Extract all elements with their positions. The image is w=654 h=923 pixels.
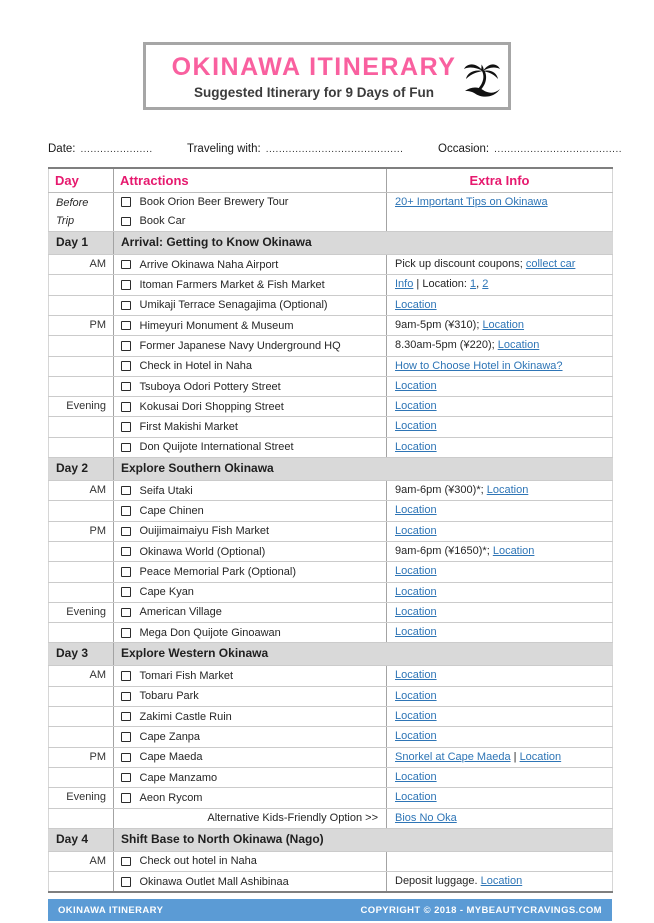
extra-info-link[interactable]: Location [395, 770, 437, 783]
table-body [49, 192, 613, 892]
attraction-line [121, 501, 386, 520]
table-row [49, 192, 613, 232]
extra-info-cell [387, 501, 613, 521]
checkbox[interactable] [121, 732, 131, 742]
table-row [49, 727, 613, 747]
extra-info-cell [387, 666, 613, 686]
day-section-title: Arrival: Getting to Know Okinawa [114, 232, 613, 255]
extra-info-cell [387, 788, 613, 808]
table-row [49, 397, 613, 417]
extra-info-cell [387, 747, 613, 767]
checkbox[interactable] [121, 382, 131, 392]
table-row [49, 255, 613, 275]
attractions-cell [114, 686, 387, 706]
attraction-label: Itoman Farmers Market & Fish Market [139, 279, 325, 292]
traveling-with-label: Traveling with: [187, 142, 261, 155]
attractions-cell [114, 376, 387, 396]
day-section-label: Day 2 [49, 458, 114, 481]
attractions-cell [114, 602, 387, 622]
checkbox[interactable] [121, 321, 131, 331]
checkbox[interactable] [121, 793, 131, 803]
day-section-label: Day 1 [49, 232, 114, 255]
attraction-line [121, 296, 386, 315]
extra-info-link[interactable]: Location [395, 379, 437, 392]
time-of-day-label: Evening [49, 602, 114, 622]
attractions-cell [114, 501, 387, 521]
attractions-cell [114, 727, 387, 747]
attractions-cell [114, 666, 387, 686]
attraction-label: Okinawa Outlet Mall Ashibinaa [139, 875, 289, 888]
attractions-cell [114, 623, 387, 643]
attraction-line [121, 748, 386, 767]
title-box [143, 42, 511, 110]
attraction-line [121, 417, 386, 436]
extra-info-cell [387, 623, 613, 643]
date-field [48, 143, 187, 155]
attraction-label: Aeon Rycom [139, 791, 203, 804]
attraction-label: American Village [139, 606, 222, 619]
extra-info-link[interactable]: 1 [470, 278, 477, 291]
attraction-line [121, 583, 386, 602]
attraction-label: Seifa Utaki [139, 484, 193, 497]
extra-info-cell [387, 851, 613, 871]
table-row [49, 437, 613, 457]
day-section-title: Explore Western Okinawa [114, 643, 613, 666]
time-of-day-label [49, 501, 114, 521]
attractions-cell [114, 356, 387, 376]
attraction-line [121, 727, 386, 746]
attraction-label: Tobaru Park [139, 690, 199, 703]
extra-info-text: | [510, 750, 520, 763]
extra-info-cell [387, 562, 613, 582]
itinerary-page [0, 42, 654, 923]
table-row [49, 295, 613, 315]
time-of-day-label [49, 686, 114, 706]
checkbox[interactable] [121, 280, 131, 290]
attraction-line [121, 872, 386, 891]
attraction-line [121, 275, 386, 294]
time-of-day-label [49, 562, 114, 582]
time-of-day-label: PM [49, 315, 114, 335]
table-row [49, 336, 613, 356]
attraction-line [121, 603, 386, 622]
attraction-label: Former Japanese Navy Underground HQ [139, 339, 341, 352]
extra-info-text: 8.30am-5pm (¥220); [395, 339, 498, 352]
checkbox[interactable] [121, 567, 131, 577]
attraction-label: Cape Maeda [139, 751, 203, 764]
time-of-day-label: PM [49, 521, 114, 541]
occasion-field [438, 143, 622, 155]
attraction-line [121, 357, 386, 376]
checkbox[interactable] [121, 361, 131, 371]
extra-info-text: | Location: [413, 278, 471, 291]
extra-info-link[interactable]: Location [395, 710, 437, 723]
date-blank-line[interactable]: ...................... [80, 143, 153, 155]
table-row [49, 666, 613, 686]
attraction-label: Ouijimaimaiyu Fish Market [139, 525, 270, 538]
column-header-attractions: Attractions [114, 168, 387, 193]
page-subtitle: Suggested Itinerary for 9 Days of Fun [193, 84, 435, 100]
attractions-cell [114, 336, 387, 356]
attraction-line [121, 788, 386, 807]
extra-info-cell [387, 376, 613, 396]
attraction-line [121, 481, 386, 500]
checkbox[interactable] [121, 877, 131, 887]
attractions-cell [114, 521, 387, 541]
extra-info-link[interactable]: Location [486, 484, 529, 497]
checkbox[interactable] [121, 527, 131, 537]
attraction-line [121, 255, 386, 274]
attraction-label: Zakimi Castle Ruin [139, 710, 232, 723]
traveling-with-blank-line[interactable]: .......................................... [265, 143, 404, 155]
extra-info-cell [387, 521, 613, 541]
day-section-row [49, 828, 613, 851]
day-section-label: Day 3 [49, 643, 114, 666]
extra-info-link[interactable]: Location [395, 400, 437, 413]
extra-info-cell [387, 707, 613, 727]
footer-copyright: COPYRIGHT © 2018 - MYBEAUTYCRAVINGS.COM [360, 904, 602, 916]
checkbox[interactable] [121, 341, 131, 351]
time-of-day-label [49, 808, 114, 828]
table-header-row [49, 168, 613, 193]
extra-info-link[interactable]: Location [395, 565, 437, 578]
checkbox[interactable] [121, 486, 131, 496]
attractions-cell [114, 747, 387, 767]
day-section-row [49, 232, 613, 255]
attraction-label: Kokusai Dori Shopping Street [139, 400, 284, 413]
attractions-cell [114, 295, 387, 315]
attraction-line [121, 666, 386, 685]
table-row [49, 707, 613, 727]
table-row [49, 851, 613, 871]
extra-info-text: Deposit luggage. [395, 875, 481, 888]
checkbox[interactable] [121, 753, 131, 763]
extra-info-cell [387, 336, 613, 356]
footer-title: OKINAWA ITINERARY [58, 904, 164, 916]
attractions-cell [114, 437, 387, 457]
attraction-label: Cape Kyan [139, 586, 194, 599]
extra-info-link[interactable]: Location [395, 730, 437, 743]
attraction-label: Alternative Kids-Friendly Option >> [207, 812, 378, 825]
column-header-extra-info: Extra Info [387, 168, 613, 193]
extra-info-text: 9am-6pm (¥1650)*; [395, 544, 493, 557]
extra-info-link[interactable]: Location [395, 605, 437, 618]
extra-info-link[interactable]: Location [482, 318, 525, 331]
extra-info-cell [387, 727, 613, 747]
table-row [49, 501, 613, 521]
checkbox[interactable] [121, 260, 131, 270]
attraction-line [121, 193, 386, 212]
day-section-title: Shift Base to North Okinawa (Nago) [114, 828, 613, 851]
extra-info-link[interactable]: How to Choose Hotel in Okinawa? [395, 359, 563, 372]
time-of-day-label: Evening [49, 397, 114, 417]
attractions-cell [114, 788, 387, 808]
checkbox[interactable] [121, 506, 131, 516]
table-row [49, 481, 613, 501]
attraction-label: Cape Manzamo [139, 771, 218, 784]
extra-info-link[interactable]: Location [497, 339, 540, 352]
attraction-line [121, 377, 386, 396]
time-of-day-label [49, 872, 114, 893]
day-section-label: Day 4 [49, 828, 114, 851]
before-trip-label: Before Trip [49, 192, 114, 232]
palm-tree-icon [462, 60, 502, 102]
time-of-day-label: AM [49, 851, 114, 871]
attraction-line [121, 522, 386, 541]
attraction-label: First Makishi Market [139, 421, 238, 434]
page-title: OKINAWA ITINERARY [171, 53, 457, 81]
extra-info-cell [387, 582, 613, 602]
attractions-cell [114, 417, 387, 437]
table-row [49, 356, 613, 376]
checkbox[interactable] [121, 301, 131, 311]
traveling-with-field [187, 143, 438, 155]
table-row [49, 872, 613, 893]
attraction-line [121, 687, 386, 706]
extra-info-cell [387, 437, 613, 457]
extra-info-link[interactable]: Snorkel at Cape Maeda [395, 750, 511, 763]
day-section-row [49, 643, 613, 666]
attraction-line [121, 316, 386, 335]
time-of-day-label [49, 275, 114, 295]
table-row [49, 767, 613, 787]
attraction-label: Book Car [139, 215, 186, 228]
checkbox[interactable] [121, 692, 131, 702]
checkbox[interactable] [121, 712, 131, 722]
checkbox[interactable] [121, 402, 131, 412]
extra-info-cell [387, 417, 613, 437]
table-row [49, 747, 613, 767]
table-row [49, 602, 613, 622]
occasion-blank-line[interactable]: ....................................... [494, 143, 622, 155]
extra-info-link[interactable]: Location [395, 298, 437, 311]
attractions-cell [114, 767, 387, 787]
extra-info-cell [387, 481, 613, 501]
table-row [49, 562, 613, 582]
table-row [49, 315, 613, 335]
attraction-line [121, 542, 386, 561]
time-of-day-label [49, 336, 114, 356]
attraction-label: Check out hotel in Naha [139, 855, 257, 868]
extra-info-text: Pick up discount coupons; [395, 258, 526, 271]
checkbox[interactable] [121, 422, 131, 432]
extra-info-link[interactable]: Location [395, 626, 437, 639]
attractions-cell [114, 481, 387, 501]
attraction-label: Cape Zanpa [139, 730, 201, 743]
checkbox[interactable] [121, 608, 131, 618]
extra-info-cell [387, 397, 613, 417]
column-header-day: Day [49, 168, 114, 193]
checkbox[interactable] [121, 773, 131, 783]
attraction-line [121, 809, 386, 828]
day-section-row [49, 458, 613, 481]
extra-info-link[interactable]: collect car [525, 258, 576, 271]
attraction-label: Book Orion Beer Brewery Tour [139, 196, 289, 209]
checkbox[interactable] [121, 197, 131, 207]
checkbox[interactable] [121, 857, 131, 867]
checkbox[interactable] [121, 443, 131, 453]
checkbox[interactable] [121, 217, 131, 227]
date-label: Date: [48, 142, 76, 155]
extra-info-cell [387, 541, 613, 561]
table-row [49, 417, 613, 437]
table-row [49, 376, 613, 396]
occasion-label: Occasion: [438, 142, 490, 155]
extra-info-cell [387, 686, 613, 706]
attraction-label: Umikaji Terrace Senagajima (Optional) [139, 299, 328, 312]
attractions-cell [114, 192, 387, 232]
attractions-cell [114, 255, 387, 275]
extra-info-link[interactable]: Location [395, 669, 437, 682]
itinerary-table [48, 167, 613, 894]
extra-info-cell [387, 192, 613, 232]
extra-info-link[interactable]: Info [395, 278, 414, 291]
extra-info-link[interactable]: Location [395, 524, 437, 537]
attractions-cell [114, 582, 387, 602]
attractions-cell [114, 275, 387, 295]
time-of-day-label [49, 541, 114, 561]
extra-info-cell [387, 356, 613, 376]
extra-info-cell [387, 872, 613, 893]
attraction-line [121, 438, 386, 457]
time-of-day-label: AM [49, 481, 114, 501]
extra-info-link[interactable]: Location [395, 440, 437, 453]
time-of-day-label [49, 417, 114, 437]
extra-info-cell [387, 602, 613, 622]
time-of-day-label [49, 727, 114, 747]
time-of-day-label [49, 376, 114, 396]
attraction-label: Don Quijote International Street [139, 441, 294, 454]
attraction-label: Mega Don Quijote Ginoawan [139, 626, 281, 639]
attractions-cell [114, 397, 387, 417]
attraction-label: Cape Chinen [139, 505, 204, 517]
attraction-line [121, 397, 386, 416]
checkbox[interactable] [121, 671, 131, 681]
time-of-day-label [49, 356, 114, 376]
time-of-day-label: AM [49, 666, 114, 686]
extra-info-link[interactable]: Location [395, 585, 437, 598]
attractions-cell [114, 851, 387, 871]
attraction-line [121, 707, 386, 726]
footer-bar [48, 899, 612, 921]
attraction-label: Tsuboya Odori Pottery Street [139, 380, 281, 393]
extra-info-link[interactable]: Location [395, 420, 437, 433]
extra-info-text: 9am-5pm (¥310); [395, 318, 483, 331]
attractions-cell [114, 808, 387, 828]
attractions-cell [114, 541, 387, 561]
attraction-line [121, 768, 386, 787]
extra-info-link[interactable]: Location [395, 791, 437, 804]
day-section-title: Explore Southern Okinawa [114, 458, 613, 481]
table-row [49, 541, 613, 561]
attraction-label: Tomari Fish Market [139, 670, 234, 683]
attractions-cell [114, 562, 387, 582]
table-row [49, 582, 613, 602]
extra-info-link[interactable]: 20+ Important Tips on Okinawa [395, 195, 548, 208]
checkbox[interactable] [121, 547, 131, 557]
time-of-day-label [49, 582, 114, 602]
extra-info-text: 9am-6pm (¥300)*; [395, 484, 487, 497]
extra-info-text: , [476, 278, 483, 291]
attraction-label: Okinawa World (Optional) [139, 545, 266, 558]
extra-info-link[interactable]: Location [395, 504, 437, 517]
extra-info-cell [387, 295, 613, 315]
attraction-line [121, 212, 386, 231]
table-row [49, 808, 613, 828]
table-row [49, 623, 613, 643]
checkbox[interactable] [121, 628, 131, 638]
extra-info-link[interactable]: 2 [482, 278, 489, 291]
time-of-day-label [49, 767, 114, 787]
table-row [49, 686, 613, 706]
extra-info-cell [387, 767, 613, 787]
attractions-cell [114, 707, 387, 727]
extra-info-cell [387, 275, 613, 295]
meta-line [48, 142, 622, 155]
table-row [49, 788, 613, 808]
time-of-day-label [49, 295, 114, 315]
extra-info-link[interactable]: Location [395, 689, 437, 702]
extra-info-link[interactable]: Location [519, 750, 562, 763]
extra-info-cell [387, 255, 613, 275]
attraction-line [121, 623, 386, 642]
time-of-day-label [49, 437, 114, 457]
time-of-day-label: PM [49, 747, 114, 767]
time-of-day-label: AM [49, 255, 114, 275]
table-row [49, 275, 613, 295]
extra-info-link[interactable]: Location [480, 875, 523, 888]
attraction-label: Arrive Okinawa Naha Airport [139, 258, 279, 271]
attraction-line [121, 562, 386, 581]
extra-info-link[interactable]: Location [492, 544, 535, 557]
attraction-line [121, 336, 386, 355]
extra-info-cell [387, 315, 613, 335]
extra-info-link[interactable]: Bios No Oka [395, 811, 457, 824]
time-of-day-label [49, 623, 114, 643]
extra-info-cell [387, 808, 613, 828]
attractions-cell [114, 315, 387, 335]
attraction-label: Peace Memorial Park (Optional) [139, 565, 297, 578]
attraction-line [121, 852, 386, 871]
time-of-day-label: Evening [49, 788, 114, 808]
time-of-day-label [49, 707, 114, 727]
checkbox[interactable] [121, 587, 131, 597]
table-row [49, 521, 613, 541]
attractions-cell [114, 872, 387, 893]
attraction-label: Check in Hotel in Naha [139, 360, 253, 373]
attraction-label: Himeyuri Monument & Museum [139, 319, 294, 332]
